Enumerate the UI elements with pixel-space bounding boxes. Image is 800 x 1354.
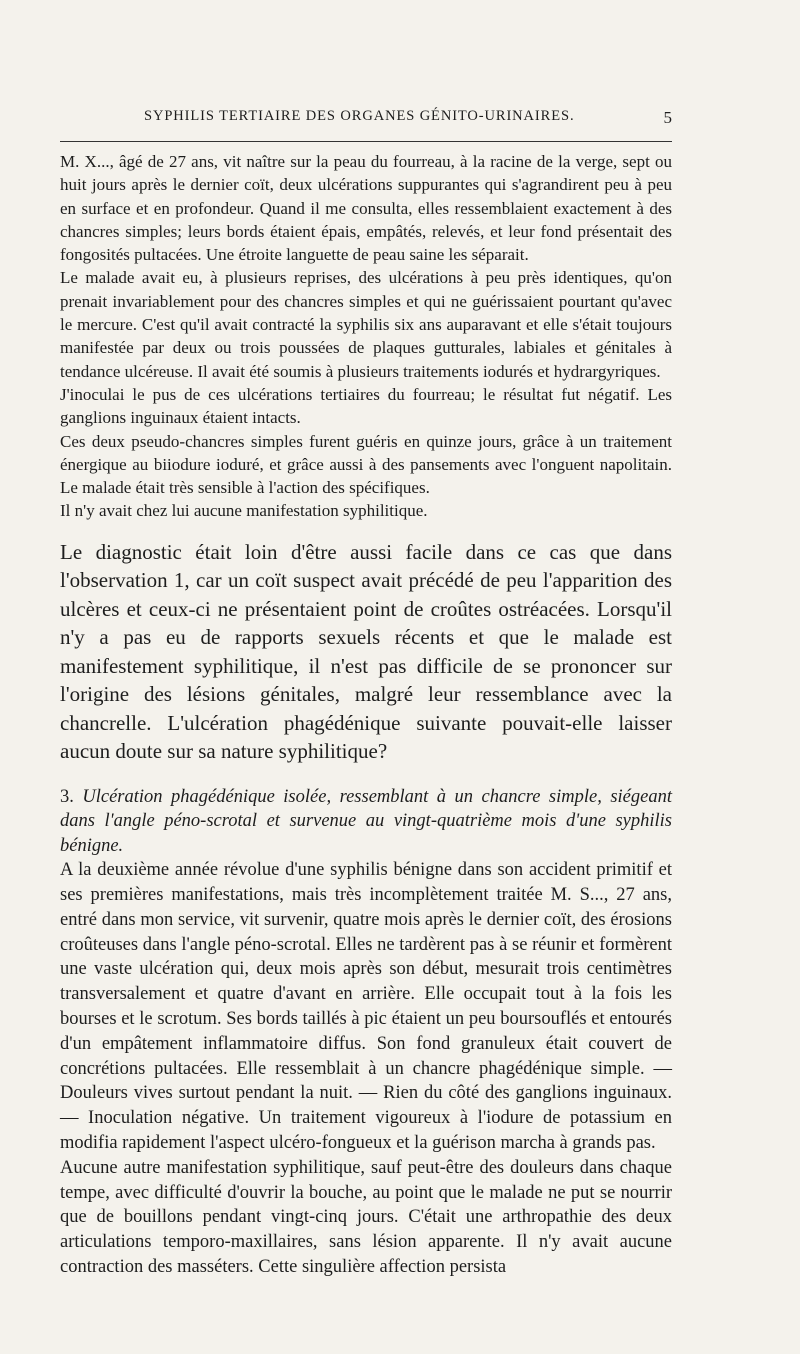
page-number: 5 — [663, 108, 672, 127]
observation-3 — [60, 785, 672, 1280]
main-text — [60, 538, 672, 766]
observation-heading — [60, 785, 672, 859]
running-header — [60, 108, 672, 132]
small-paragraph: M. X..., âgé de 27 ans, vit naître sur la peau du fourreau, à la racine de la verge, sept ou huit jours après le dernier coït, deux ulcérations suppurantes qui s'agrandirent peu à peu en surface et en profondeur. Quand il me consulta, elles ressemblaient exactement à des chancres simples; leurs bords étaient épais, empâtés, relevés, et leur fond présentait des fongosités pultacées. Une étroite languette de peau saine les séparait. — [60, 152, 672, 265]
small-paragraph: Ces deux pseudo-chancres simples furent guéris en quinze jours, grâce à un traitement énergique au biiodure ioduré, et grâce aussi à des pansements avec l'onguent napolitain. Le malade était très sensible à l'action des spécifiques. — [60, 431, 672, 498]
small-paragraph: Il n'y avait chez lui aucune manifestation syphilitique. — [60, 501, 428, 521]
small-paragraph: J'inoculai le pus de ces ulcérations tertiaires du fourreau; le résultat fut négatif. Les ganglions inguinaux étaient intacts. — [60, 384, 672, 428]
observation-paragraph: Aucune autre manifestation syphilitique, sauf peut-être des douleurs dans chaque tempe, avec difficulté d'ouvrir la bouche, au point que le malade ne put se nourrir que de bouillons pendant vingt-cinq jours. C'était une arthropathie des deux articulations temporo-maxillaires, sans lésion apparente. Il n'y avait aucune contraction des masséters. Cette singulière affection persista — [60, 1157, 672, 1277]
running-title: SYPHILIS TERTIAIRE DES ORGANES GÉNITO-URINAIRES. — [144, 108, 575, 124]
header-rule — [60, 141, 672, 142]
observation-title: Ulcération phagédénique isolée, ressemblant à un chancre simple, siégeant dans l'angle péno-scrotal et survenue au vingt-quatrième mois d'une syphilis bénigne. — [60, 786, 672, 856]
small-paragraph: Le malade avait eu, à plusieurs reprises, des ulcérations à peu près identiques, qu'on prenait invariablement pour des chancres simples et qui ne guérissaient pourtant qu'avec le mercure. C'est qu'il avait contracté la syphilis six ans auparavant et elle s'était toujours manifestée par deux ou trois poussées de plaques gutturales, labiales et génitales à tendance ulcéreuse. Il avait été soumis à plusieurs traitements iodurés et hydrargyriques. — [60, 268, 672, 381]
observation-number: 3. — [60, 786, 74, 807]
case-report-small-print — [60, 150, 672, 523]
observation-paragraph: A la deuxième année révolue d'une syphilis bénigne dans son accident primitif et ses premières manifestations, mais très incomplètement traitée M. S..., 27 ans, entré dans mon service, vit survenir, quatre mois après le dernier coït, des érosions croûteuses dans l'angle péno-scrotal. Elles ne tardèrent pas à se réunir et formèrent une vaste ulcération qui, deux mois après son début, mesurait trois centimètres transversalement et quatre d'avant en arrière. Elle occupait tout à la fois les bourses et le scrotum. Ses bords taillés à pic étaient un peu boursouflés et entourés d'un empâtement inflammatoire diffus. Son fond granuleux était couvert de concrétions pultacées. Elle ressemblait à un chancre phagédénique simple. — Douleurs vives surtout pendant la nuit. — Rien du côté des ganglions inguinaux. — Inoculation négative. Un traitement vigoureux à l'iodure de potassium en modifia rapidement l'aspect ulcéro-fongueux et la guérison marcha à grands pas. — [60, 860, 672, 1154]
main-paragraph: Le diagnostic était loin d'être aussi facile dans ce cas que dans l'observation 1, car un coït suspect avait précédé de peu l'apparition des ulcères et ceux-ci ne présentaient point de croûtes ostréacées. Lorsqu'il n'y a pas eu de rapports sexuels récents et que le malade est manifestement syphilitique, il n'est pas difficile de se prononcer sur l'origine des lésions génitales, malgré leur ressemblance avec la chancrelle. L'ulcération phagédénique suivante pouvait-elle laisser aucun doute sur sa nature syphilitique? — [60, 539, 672, 764]
page-body — [60, 150, 672, 1280]
